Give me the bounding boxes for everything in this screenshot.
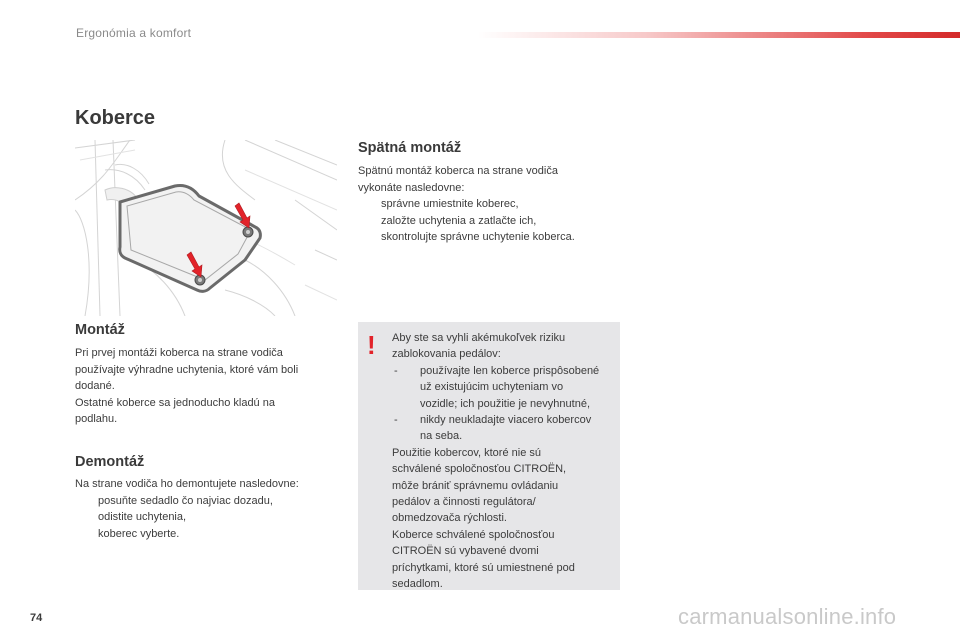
text-line: používajte výhradne uchytenia, ktoré vám boli — [75, 363, 299, 376]
montaz-text — [75, 345, 345, 428]
demontaz-heading: Demontáž — [75, 454, 145, 470]
list-item-text: skontrolujte správne uchytenie koberca. — [381, 231, 575, 243]
list-item — [358, 229, 628, 246]
list-item-text: odistite uchytenia, — [98, 511, 187, 523]
watermark: carmanualsonline.info — [678, 604, 897, 629]
text-line: schválené spoločnosťou CITROËN, — [392, 463, 567, 476]
text-line: používajte len koberce prispôsobené — [420, 364, 600, 377]
text-line: Na strane vodiča ho demontujete nasledovne: — [75, 478, 299, 490]
text-line: sedadlom. — [392, 578, 443, 591]
spatna-montaz-text — [358, 163, 628, 246]
text-line: už existujúcim uchyteniam vo — [420, 381, 564, 394]
text-line: vykonáte nasledovne: — [358, 181, 465, 194]
dash-mark: - — [394, 364, 398, 377]
text-line: CITROËN sú vybavené dvomi — [392, 545, 539, 558]
text-line: Použitie kobercov, ktoré nie sú — [392, 446, 541, 459]
spatna-montaz-steps — [358, 196, 628, 246]
spatna-montaz-heading: Spätná montáž — [358, 140, 462, 156]
text-line: Koberce schválené spoločnosťou — [392, 528, 555, 541]
list-item — [75, 509, 350, 526]
warning-list-item — [392, 363, 614, 412]
list-item — [358, 213, 628, 230]
warning-text — [392, 330, 614, 593]
montaz-heading: Montáž — [75, 322, 125, 338]
list-item — [75, 526, 350, 543]
list-item-text: správne umiestnite koberec, — [381, 198, 519, 210]
text-line: vozidle; ich použitie je nevyhnutné, — [420, 397, 590, 410]
demontaz-steps — [75, 493, 350, 543]
dash-mark: - — [394, 414, 398, 427]
text-line: zablokovania pedálov: — [392, 348, 501, 361]
chapter-title: Ergonómia a komfort — [76, 26, 192, 40]
text-line: príchytkami, ktoré sú umiestnené pod — [392, 561, 575, 574]
list-item-text: koberec vyberte. — [98, 527, 180, 540]
text-line: pedálov a činnosti regulátora/ — [392, 496, 536, 509]
list-item-text: posuňte sedadlo čo najviac dozadu, — [98, 494, 273, 507]
list-item-text: založte uchytenia a zatlačte ich, — [381, 214, 537, 227]
header-accent-bar — [478, 32, 960, 38]
text-line: nikdy neukladajte viacero kobercov — [420, 414, 592, 427]
list-item — [358, 196, 628, 213]
page-number: 74 — [30, 612, 43, 624]
floor-mat-illustration — [75, 140, 337, 316]
text-line: podlahu. — [75, 413, 118, 425]
list-item — [75, 493, 350, 510]
text-line: Ostatné koberce sa jednoducho kladú na — [75, 396, 275, 409]
text-line: na seba. — [420, 430, 463, 443]
text-line: Aby ste sa vyhli akémukoľvek riziku — [392, 332, 566, 344]
warning-box — [358, 322, 620, 590]
text-line: obmedzovača rýchlosti. — [392, 512, 507, 525]
page-title: Koberce — [75, 107, 156, 129]
text-line: Spätnú montáž koberca na strane vodiča — [358, 165, 558, 177]
demontaz-text — [75, 476, 350, 542]
exclamation-icon: ! — [367, 330, 376, 360]
text-line: môže brániť správnemu ovládaniu — [392, 479, 559, 492]
text-line: dodané. — [75, 380, 115, 392]
warning-list-item — [392, 412, 614, 445]
text-line: Pri prvej montáži koberca na strane vodiča — [75, 347, 283, 359]
